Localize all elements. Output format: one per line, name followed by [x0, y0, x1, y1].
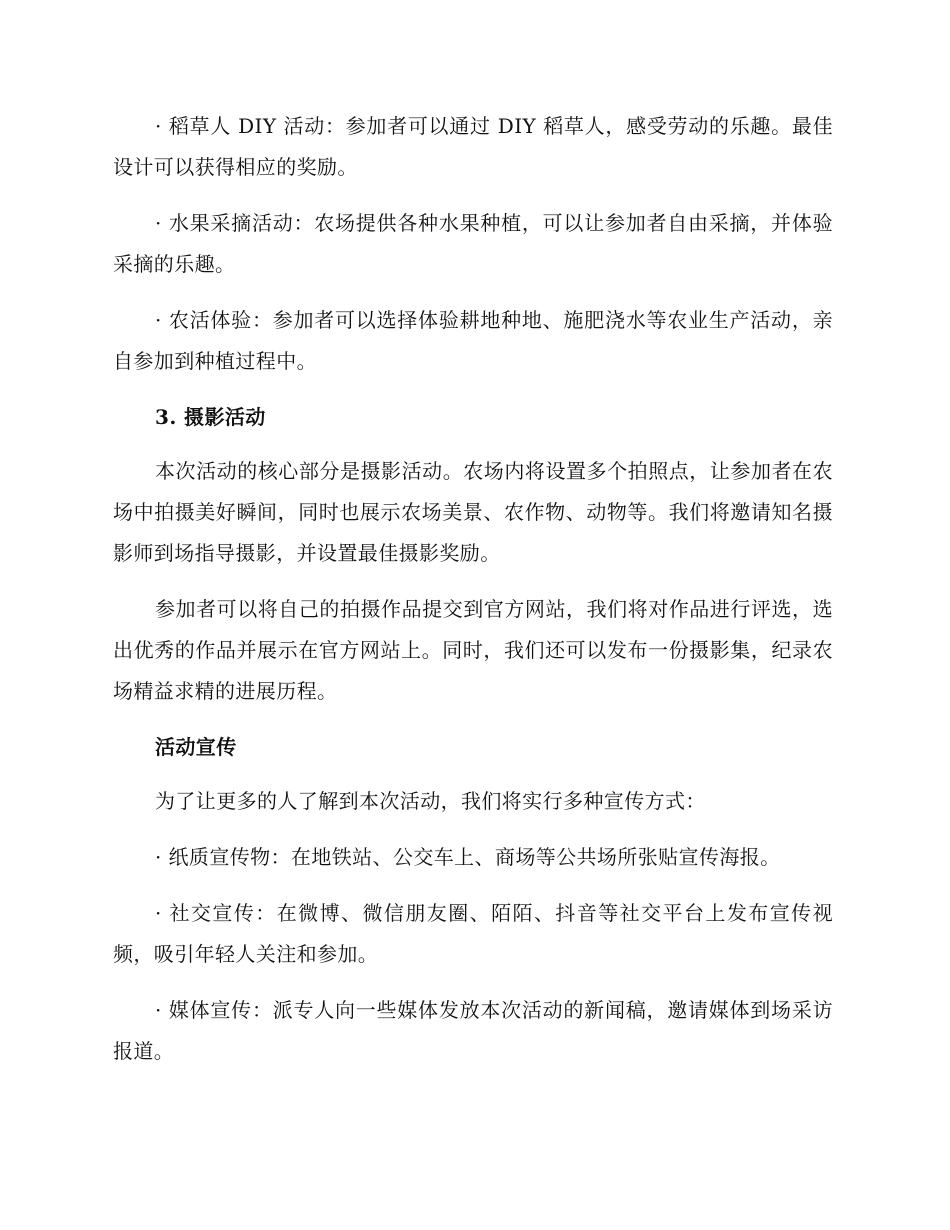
promotion-item-print: · 纸质宣传物：在地铁站、公交车上、商场等公共场所张贴宣传海报。	[155, 845, 781, 869]
activity-item-fruit-picking: · 水果采摘活动：农场提供各种水果种植，可以让参加者自由采摘，并体验采摘的乐趣。	[113, 211, 833, 276]
photography-paragraph-submission: 参加者可以将自己的拍摄作品提交到官方网站，我们将对作品进行评选，选出优秀的作品并展示在官方网站上。同时，我们还可以发布一份摄影集，纪录农场精益求精的进展历程。	[113, 597, 833, 703]
document-body	[113, 106, 833, 1087]
section-heading-photography: 3. 摄影活动	[155, 405, 266, 429]
photography-paragraph-core: 本次活动的核心部分是摄影活动。农场内将设置多个拍照点，让参加者在农场中拍摄美好瞬间，同时也展示农场美景、农作物、动物等。我们将邀请知名摄影师到场指导摄影，并设置最佳摄影奖励。	[113, 459, 833, 565]
promotion-intro: 为了让更多的人了解到本次活动，我们将实行多种宣传方式：	[155, 789, 706, 813]
activity-item-farm-work: · 农活体验：参加者可以选择体验耕地种地、施肥浇水等农业生产活动，亲自参加到种植过程中。	[113, 308, 833, 373]
promotion-item-social: · 社交宣传：在微博、微信朋友圈、陌陌、抖音等社交平台上发布宣传视频，吸引年轻人关注和参加。	[113, 901, 833, 966]
activity-item-scarecrow-diy: · 稻草人 DIY 活动：参加者可以通过 DIY 稻草人，感受劳动的乐趣。最佳设计可以获得相应的奖励。	[113, 114, 833, 179]
section-heading-promotion: 活动宣传	[155, 735, 237, 759]
promotion-item-media: · 媒体宣传：派专人向一些媒体发放本次活动的新闻稿，邀请媒体到场采访报道。	[113, 998, 833, 1063]
